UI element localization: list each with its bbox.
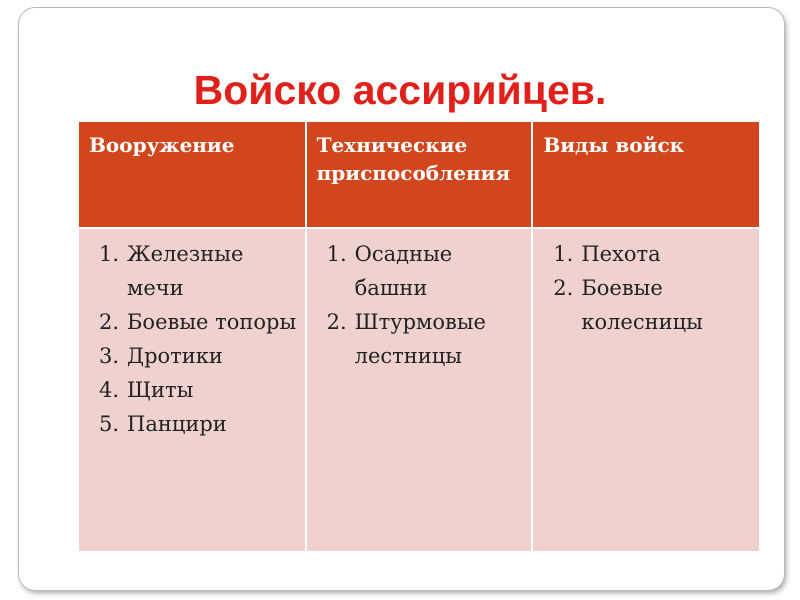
header-weapons: Вооружение (79, 122, 306, 228)
list-item (87, 305, 297, 339)
slide-title: Войско ассирийцев. (193, 67, 607, 113)
list-item-number: 2. (98, 310, 119, 334)
header-row (79, 122, 759, 228)
technical-devices-list (315, 237, 524, 373)
list-item (541, 237, 751, 271)
list-item-text: Боевые колесницы (581, 276, 703, 334)
list-item-text: Штурмовые лестницы (354, 310, 486, 368)
header-troop-types: Виды войск (532, 122, 759, 228)
list-item-text: Щиты (127, 378, 194, 402)
list-item-number: 1. (326, 242, 347, 266)
list-item-text: Железные мечи (127, 242, 244, 300)
list-item-number: 5. (98, 412, 119, 436)
list-item-text: Пехота (581, 242, 661, 266)
weapons-cell (79, 228, 306, 551)
list-item (315, 237, 524, 305)
list-item-number: 2. (326, 310, 347, 334)
list-item (87, 339, 297, 373)
troop-types-list (541, 237, 751, 339)
technical-devices-cell (306, 228, 533, 551)
weapons-list (87, 237, 297, 441)
list-item-text: Осадные башни (354, 242, 453, 300)
list-item (541, 271, 751, 339)
list-item-text: Панцири (127, 412, 227, 436)
list-item (87, 373, 297, 407)
list-item-number: 2. (553, 276, 574, 300)
list-item-number: 4. (98, 378, 119, 402)
list-item-number: 1. (98, 242, 119, 266)
army-table (79, 122, 759, 551)
troop-types-cell (532, 228, 759, 551)
list-item (315, 305, 524, 373)
header-technical-devices: Технические приспособления (306, 122, 533, 228)
list-item-number: 1. (553, 242, 574, 266)
list-item-text: Дротики (127, 344, 223, 368)
list-item-number: 3. (98, 344, 119, 368)
list-item-text: Боевые топоры (127, 310, 297, 334)
list-item (87, 407, 297, 441)
content-row (79, 228, 759, 551)
list-item (87, 237, 297, 305)
